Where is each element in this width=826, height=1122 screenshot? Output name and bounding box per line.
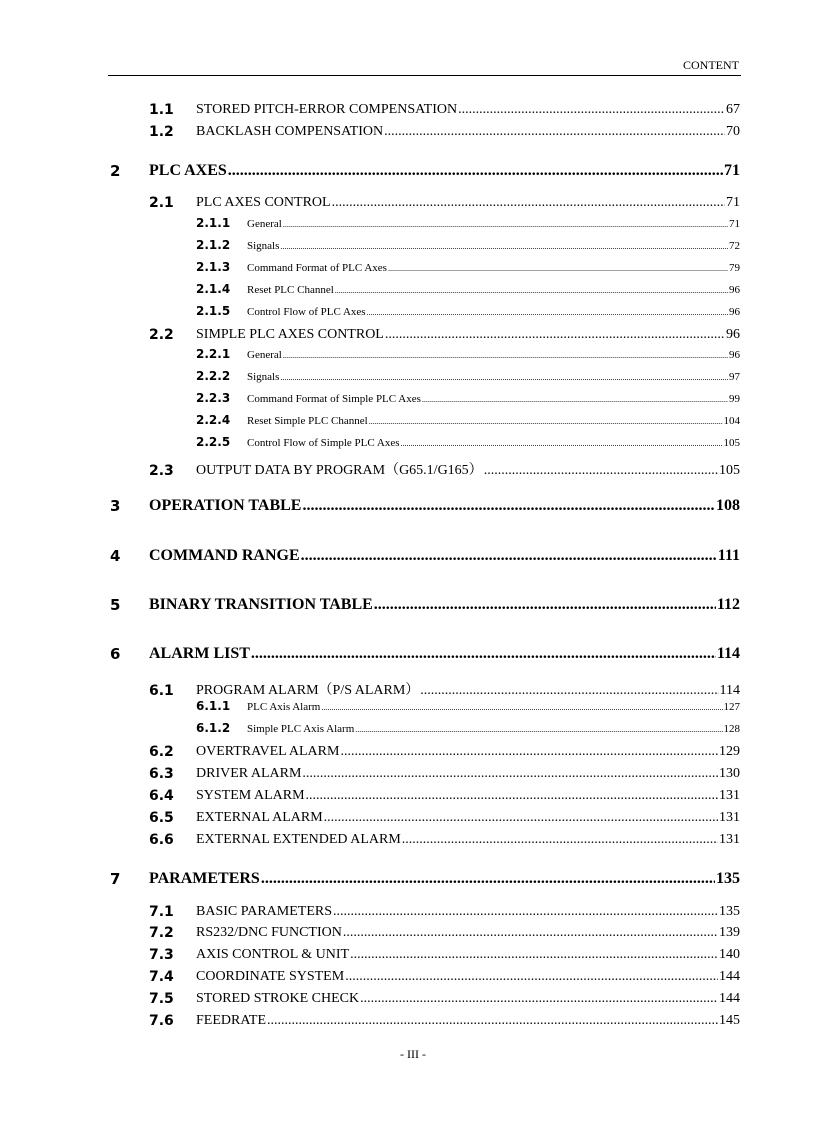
toc-entry-number: 2.1 xyxy=(149,195,174,211)
toc-entry-number: 7.4 xyxy=(149,969,174,985)
toc-entry-number: 2.2.3 xyxy=(196,391,231,405)
toc-entry[interactable] xyxy=(149,947,740,963)
toc-entry-number: 2.1.4 xyxy=(196,282,231,296)
toc-entry-page: 70 xyxy=(726,124,740,139)
toc-entry-page: 144 xyxy=(719,969,740,984)
toc-entry-title: PLC Axis Alarm xyxy=(247,701,321,713)
toc-dot-leader xyxy=(283,220,728,229)
toc-dot-leader xyxy=(306,788,718,804)
toc-entry-number: 2.2.5 xyxy=(196,435,231,449)
toc-entry-page: 111 xyxy=(717,547,740,564)
toc-entry-number: 2.2.4 xyxy=(196,413,231,427)
toc-entry-number: 7.5 xyxy=(149,991,174,1007)
toc-entry-page: 104 xyxy=(723,415,740,427)
toc-entry-title: Signals xyxy=(247,240,280,252)
toc-entry-page: 71 xyxy=(724,162,740,179)
toc-entry-page: 97 xyxy=(729,371,740,383)
toc-entry-number: 2.1.2 xyxy=(196,238,231,252)
header-rule xyxy=(108,75,741,76)
toc-entry[interactable] xyxy=(149,1013,740,1029)
toc-dot-leader xyxy=(458,102,725,118)
toc-entry[interactable] xyxy=(149,991,740,1007)
toc-entry-page: 67 xyxy=(726,102,740,117)
toc-entry-title: General xyxy=(247,218,282,230)
toc-entry-number: 6.2 xyxy=(149,744,174,760)
toc-entry-page: 127 xyxy=(723,701,740,713)
toc-entry-title: DRIVER ALARM xyxy=(196,766,302,781)
toc-entry-page: 108 xyxy=(716,497,740,514)
toc-dot-leader xyxy=(484,463,718,479)
toc-entry-page: 139 xyxy=(719,925,740,940)
toc-entry[interactable] xyxy=(196,282,740,296)
toc-dot-leader xyxy=(283,351,728,360)
toc-entry-title: BASIC PARAMETERS xyxy=(196,904,333,919)
toc-entry-number: 2.3 xyxy=(149,463,174,479)
toc-entry[interactable] xyxy=(149,788,740,804)
toc-entry[interactable] xyxy=(149,327,740,343)
toc-entry[interactable] xyxy=(149,679,740,699)
toc-entry-page: 114 xyxy=(719,683,740,698)
toc-entry[interactable] xyxy=(149,124,740,140)
toc-entry-page: 128 xyxy=(723,723,740,735)
toc-dot-leader xyxy=(340,744,718,760)
toc-entry[interactable] xyxy=(196,347,740,361)
toc-entry-page: 105 xyxy=(723,437,740,449)
toc-entry-title: OUTPUT DATA BY PROGRAM（G65.1/G165） xyxy=(196,463,483,478)
toc-dot-leader xyxy=(374,596,716,614)
toc-entry-page: 131 xyxy=(719,788,740,803)
toc-entry-title: FEEDRATE xyxy=(196,1013,266,1028)
toc-entry-page: 145 xyxy=(719,1013,740,1028)
toc-entry-number: 7.2 xyxy=(149,925,174,941)
toc-entry-number: 7.6 xyxy=(149,1013,174,1029)
toc-entry-page: 129 xyxy=(719,744,740,759)
toc-entry[interactable] xyxy=(196,721,740,735)
toc-dot-leader xyxy=(360,991,718,1007)
toc-entry-number: 1.1 xyxy=(149,102,174,118)
toc-entry-number: 2.2 xyxy=(149,327,174,343)
toc-entry-title: BINARY TRANSITION TABLE xyxy=(149,596,373,613)
toc-entry-number: 6.4 xyxy=(149,788,174,804)
toc-dot-leader xyxy=(367,308,728,317)
toc-entry-number: 3 xyxy=(110,497,121,515)
toc-dot-leader xyxy=(261,870,715,888)
toc-entry-title: Reset PLC Channel xyxy=(247,284,334,296)
toc-entry[interactable] xyxy=(196,260,740,274)
toc-entry-title: EXTERNAL ALARM xyxy=(196,810,323,825)
toc-entry-page: 71 xyxy=(729,218,740,230)
toc-entry-page: 112 xyxy=(716,596,740,613)
toc-entry[interactable] xyxy=(149,195,740,211)
toc-entry[interactable] xyxy=(196,413,740,427)
toc-entry-title: General xyxy=(247,349,282,361)
toc-entry[interactable] xyxy=(149,102,740,118)
toc-dot-leader xyxy=(388,264,728,273)
toc-entry-number: 2.2.2 xyxy=(196,369,231,383)
toc-entry-title: STORED PITCH-ERROR COMPENSATION xyxy=(196,102,458,117)
toc-entry[interactable] xyxy=(149,969,740,985)
toc-entry[interactable] xyxy=(196,304,740,318)
toc-entry[interactable] xyxy=(196,391,740,405)
toc-entry-number: 7.1 xyxy=(149,904,174,920)
toc-entry[interactable] xyxy=(110,596,740,614)
toc-entry[interactable] xyxy=(196,699,740,713)
toc-entry-title: OPERATION TABLE xyxy=(149,497,302,514)
toc-entry-title: STORED STROKE CHECK xyxy=(196,991,360,1006)
toc-entry[interactable] xyxy=(196,216,740,230)
toc-dot-leader xyxy=(324,810,718,826)
toc-entry-number: 2.1.3 xyxy=(196,260,231,274)
toc-dot-leader xyxy=(302,497,715,515)
toc-dot-leader xyxy=(402,832,718,848)
toc-entry-title: RS232/DNC FUNCTION xyxy=(196,925,342,940)
toc-entry-number: 2.1.5 xyxy=(196,304,231,318)
toc-entry-page: 105 xyxy=(719,463,740,478)
toc-dot-leader xyxy=(302,766,718,782)
toc-dot-leader xyxy=(228,162,723,180)
toc-entry-title: Reset Simple PLC Channel xyxy=(247,415,368,427)
toc-dot-leader xyxy=(401,439,723,448)
toc-entry-page: 96 xyxy=(729,306,740,318)
toc-entry-title: COORDINATE SYSTEM xyxy=(196,969,345,984)
toc-dot-leader xyxy=(343,925,718,941)
toc-entry-title: SIMPLE PLC AXES CONTROL xyxy=(196,327,384,342)
toc-entry[interactable] xyxy=(110,547,740,565)
toc-entry[interactable] xyxy=(196,435,740,449)
toc-entry-title: Command Format of Simple PLC Axes xyxy=(247,393,421,405)
toc-dot-leader xyxy=(420,683,718,699)
toc-entry-page: 131 xyxy=(719,832,740,847)
toc-entry-page: 144 xyxy=(719,991,740,1006)
page-number-footer: - III - xyxy=(400,1047,426,1061)
toc-entry[interactable] xyxy=(149,744,740,760)
toc-entry-title: PROGRAM ALARM（P/S ALARM） xyxy=(196,683,420,698)
toc-entry-page: 96 xyxy=(729,284,740,296)
toc-entry-number: 6.1 xyxy=(149,683,174,699)
toc-dot-leader xyxy=(350,947,718,963)
toc-entry-number: 6.1.1 xyxy=(196,699,231,713)
toc-entry-page: 96 xyxy=(726,327,740,342)
toc-entry-title: PARAMETERS xyxy=(149,870,260,887)
toc-entry-title: COMMAND RANGE xyxy=(149,547,300,564)
toc-entry-page: 99 xyxy=(729,393,740,405)
toc-dot-leader xyxy=(251,645,716,663)
toc-entry-number: 2.1.1 xyxy=(196,216,231,230)
toc-entry-page: 79 xyxy=(729,262,740,274)
toc-entry-title: Command Format of PLC Axes xyxy=(247,262,387,274)
toc-entry[interactable] xyxy=(149,925,740,941)
toc-entry-number: 6.3 xyxy=(149,766,174,782)
toc-entry-page: 135 xyxy=(719,904,740,919)
toc-entry[interactable] xyxy=(196,238,740,252)
toc-entry[interactable] xyxy=(149,766,740,782)
toc-entry-title: PLC AXES xyxy=(149,162,227,179)
toc-dot-leader xyxy=(385,327,725,343)
toc-entry[interactable] xyxy=(110,645,740,663)
toc-entry[interactable] xyxy=(149,832,740,848)
toc-entry-number: 7 xyxy=(110,870,121,888)
toc-entry-title: OVERTRAVEL ALARM xyxy=(196,744,340,759)
toc-dot-leader xyxy=(333,904,718,920)
toc-entry-number: 6.5 xyxy=(149,810,174,826)
toc-entry-number: 5 xyxy=(110,596,121,614)
toc-entry-number: 2 xyxy=(110,162,121,180)
toc-entry-title: EXTERNAL EXTENDED ALARM xyxy=(196,832,401,847)
toc-entry-title: Control Flow of Simple PLC Axes xyxy=(247,437,400,449)
running-header: CONTENT xyxy=(683,58,739,72)
toc-entry-page: 131 xyxy=(719,810,740,825)
toc-entry[interactable] xyxy=(110,162,740,180)
toc-entry-page: 140 xyxy=(719,947,740,962)
toc-entry[interactable] xyxy=(110,870,740,888)
toc-dot-leader xyxy=(335,286,728,295)
toc-entry-title: Signals xyxy=(247,371,280,383)
toc-entry-page: 71 xyxy=(726,195,740,210)
toc-entry-title: BACKLASH COMPENSATION xyxy=(196,124,384,139)
toc-entry-number: 1.2 xyxy=(149,124,174,140)
toc-entry-title: Simple PLC Axis Alarm xyxy=(247,723,355,735)
toc-entry-title: PLC AXES CONTROL xyxy=(196,195,331,210)
toc-entry-page: 114 xyxy=(716,645,740,662)
toc-dot-leader xyxy=(355,725,722,734)
toc-entry-title: AXIS CONTROL & UNIT xyxy=(196,947,350,962)
toc-dot-leader xyxy=(384,124,725,140)
toc-entry[interactable] xyxy=(149,810,740,826)
toc-dot-leader xyxy=(280,373,728,382)
toc-dot-leader xyxy=(345,969,718,985)
toc-entry-page: 96 xyxy=(729,349,740,361)
toc-entry-page: 135 xyxy=(716,870,740,887)
toc-entry-page: 130 xyxy=(719,766,740,781)
toc-entry-number: 6.6 xyxy=(149,832,174,848)
toc-entry-number: 7.3 xyxy=(149,947,174,963)
toc-dot-leader xyxy=(301,547,717,565)
toc-entry[interactable] xyxy=(110,497,740,515)
toc-entry-number: 2.2.1 xyxy=(196,347,231,361)
toc-entry[interactable] xyxy=(149,904,740,920)
toc-entry-title: SYSTEM ALARM xyxy=(196,788,305,803)
toc-dot-leader xyxy=(280,242,728,251)
toc-entry-title: Control Flow of PLC Axes xyxy=(247,306,366,318)
toc-entry-page: 72 xyxy=(729,240,740,252)
toc-entry-title: ALARM LIST xyxy=(149,645,250,662)
toc-dot-leader xyxy=(369,417,723,426)
toc-entry-number: 6 xyxy=(110,645,121,663)
toc-entry[interactable] xyxy=(149,459,740,479)
toc-entry[interactable] xyxy=(196,369,740,383)
toc-entry-number: 6.1.2 xyxy=(196,721,231,735)
toc-dot-leader xyxy=(332,195,725,211)
toc-dot-leader xyxy=(267,1013,718,1029)
toc-dot-leader xyxy=(321,703,722,712)
toc-entry-number: 4 xyxy=(110,547,121,565)
toc-dot-leader xyxy=(422,395,728,404)
